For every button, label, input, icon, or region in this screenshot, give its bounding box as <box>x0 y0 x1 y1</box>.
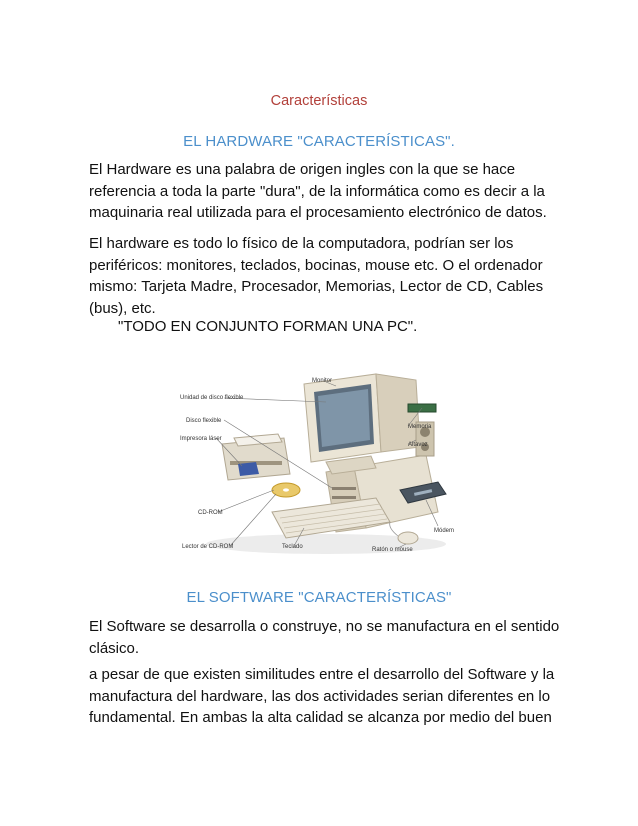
label-cdrom: CD-ROM <box>198 510 223 516</box>
hardware-paragraph-2: El hardware es todo lo físico de la computadora, podrían ser los periféricos: monitores, teclados, bocinas, mouse etc. O el ordenador mismo: Tarjeta Madre, Procesador, Memorias, Lector de CD, Cables (bus), etc. <box>89 235 544 317</box>
label-memory: Memoria <box>408 424 432 430</box>
label-floppy-drive: Unidad de disco flexible <box>180 395 244 401</box>
computer-hardware-illustration <box>176 362 458 562</box>
label-mouse: Ratón o mouse <box>372 547 413 553</box>
label-floppy-disk: Disco flexible <box>186 418 222 424</box>
label-laser-printer: Impresora láser <box>180 436 222 442</box>
label-cdrom-reader: Lector de CD-ROM <box>182 544 234 550</box>
label-keyboard: Teclado <box>282 544 303 550</box>
label-modem: Módem <box>434 528 455 534</box>
software-paragraph-1: El Software se desarrolla o construye, no se manufactura en el sentido clásico. <box>89 618 560 657</box>
label-monitor: Monitor <box>312 378 333 384</box>
page-title: Características <box>270 93 368 109</box>
label-speaker: Altavoz <box>408 442 428 448</box>
software-paragraph-2: a pesar de que existen similitudes entre el desarrollo del Software y la manufactura del hardware, las dos actividades serian diferentes en lo fundamental. En ambas la alta calidad se alcanza por medio del buen <box>89 666 555 726</box>
hardware-paragraph-1: El Hardware es una palabra de origen ingles con la que se hace referencia a toda la parte "dura", de la informática como es decir a la maquinaria real utilizada para el procesamiento electrónico de datos. <box>89 161 547 221</box>
software-heading: EL SOFTWARE "CARACTERÍSTICAS" <box>186 589 452 606</box>
pc-quote: "TODO EN CONJUNTO FORMAN UNA PC". <box>118 318 418 335</box>
hardware-heading: EL HARDWARE "CARACTERÍSTICAS". <box>183 133 455 150</box>
